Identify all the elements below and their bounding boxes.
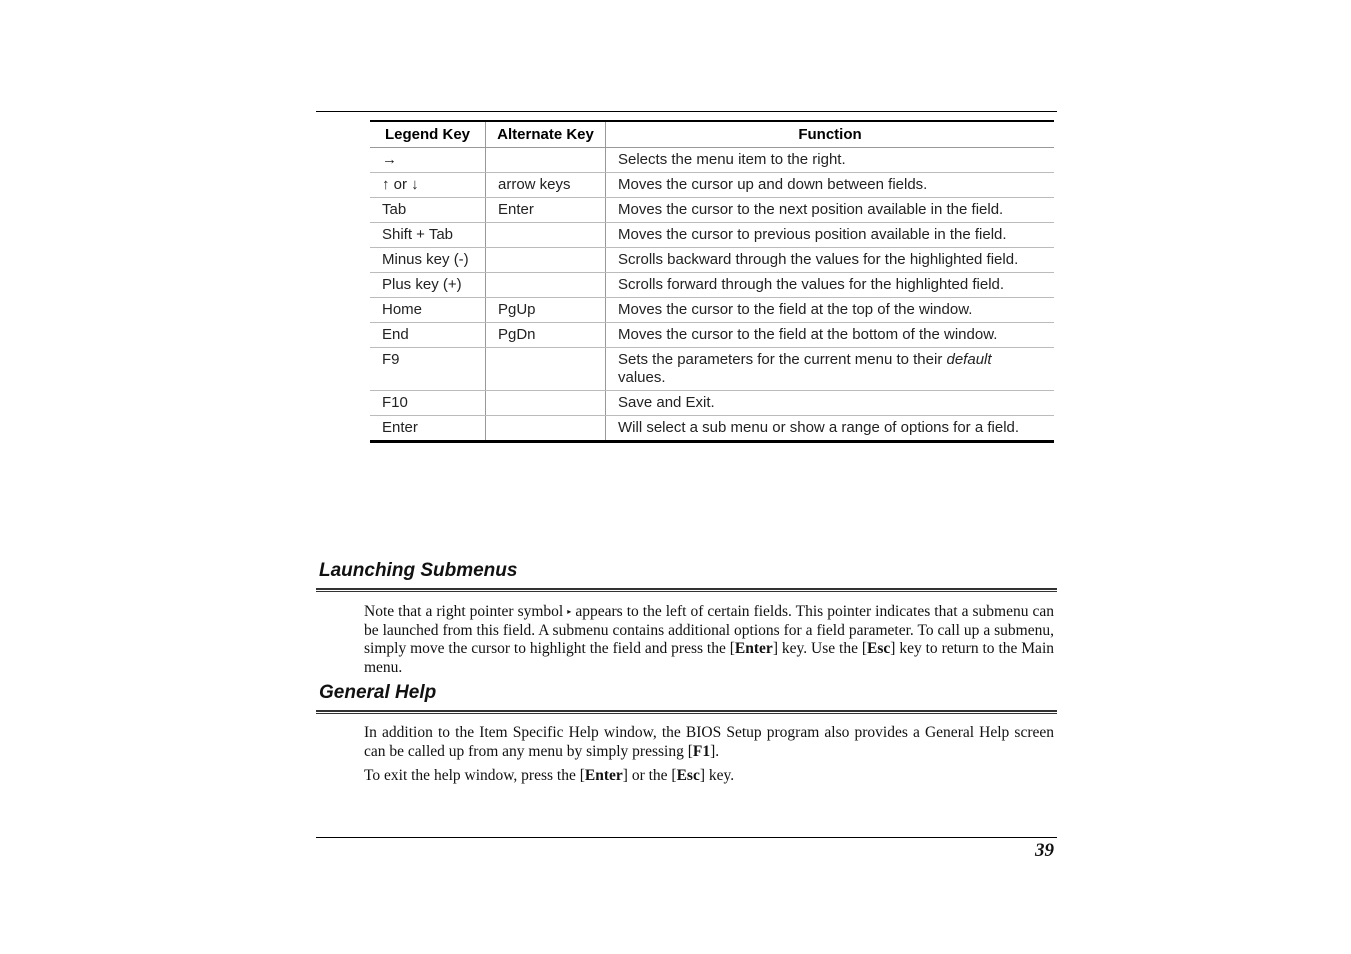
alternate-key-cell — [486, 416, 606, 442]
function-cell: Save and Exit. — [606, 391, 1055, 416]
table-row — [370, 323, 1054, 348]
legend-key-cell: ↑ or ↓ — [370, 173, 486, 198]
alternate-key-cell — [486, 148, 606, 173]
legend-key-cell: Tab — [370, 198, 486, 223]
legend-key-cell: Plus key (+) — [370, 273, 486, 298]
alternate-key-cell: PgUp — [486, 298, 606, 323]
section-rule — [316, 588, 1057, 592]
legend-key-cell: Enter — [382, 419, 418, 436]
paragraph-text: ] key to return to the Main menu. — [364, 640, 1054, 676]
paragraph-text: To exit the help window, press the [ — [364, 767, 585, 784]
alternate-key-cell — [486, 348, 606, 391]
exit-help-paragraph — [364, 767, 1054, 786]
function-cell: Selects the menu item to the right. — [606, 148, 1055, 173]
section-heading-general-help: General Help — [319, 682, 437, 703]
table-header-row — [370, 121, 1054, 148]
function-cell: Scrolls forward through the values for the highlighted field. — [606, 273, 1055, 298]
legend-key-cell: Shift + Tab — [370, 223, 486, 248]
alternate-key-cell — [486, 391, 606, 416]
paragraph-text: ] or the [ — [622, 767, 677, 784]
section-rule — [316, 710, 1057, 714]
table-row — [370, 198, 1054, 223]
paragraph-text: ] key. Use the [ — [772, 640, 868, 658]
alternate-key-cell: arrow keys — [486, 173, 606, 198]
table-row — [370, 273, 1054, 298]
table-row — [370, 298, 1054, 323]
legend-key-cell: → — [370, 148, 486, 173]
legend-key-cell: F9 — [370, 348, 486, 391]
function-cell — [606, 348, 1055, 391]
table-row — [370, 248, 1054, 273]
legend-key-cell: F10 — [370, 391, 486, 416]
f1-key-label: F1 — [692, 742, 711, 760]
function-cell: Moves the cursor to the field at the top of the window. — [606, 298, 1055, 323]
table-row — [370, 223, 1054, 248]
paragraph-text: appears to the left of certain fields. This pointer indicates that a submenu can be launched from this field. A submenu contains additional options for a field parameter. To call up a submenu, simply move the cursor to highlight the field and press the [ — [364, 603, 1054, 658]
enter-key-label: Enter — [734, 640, 773, 658]
general-help-paragraph — [364, 724, 1054, 761]
alternate-key-cell — [486, 223, 606, 248]
paragraph-text: In addition to the Item Specific Help window, the BIOS Setup program also provides a General Help screen can be called up from any menu by simply pressing [ — [364, 724, 1054, 760]
function-cell: Will select a sub menu or show a range of options for a field. — [606, 416, 1055, 442]
enter-key-label: Enter — [584, 767, 623, 784]
function-cell: Moves the cursor to previous position available in the field. — [606, 223, 1055, 248]
table-row — [370, 148, 1054, 173]
header-legend-key: Legend Key — [370, 121, 486, 148]
function-emphasis: default — [946, 351, 992, 368]
alternate-key-cell — [486, 248, 606, 273]
table-row — [370, 416, 1054, 442]
paragraph-text: Note that a right pointer symbol — [364, 603, 568, 620]
launching-submenus-paragraph — [364, 603, 1054, 677]
legend-key-cell: Home — [370, 298, 486, 323]
paragraph-text: ] key. — [699, 767, 735, 784]
header-function: Function — [606, 121, 1055, 148]
footer-rule — [316, 837, 1057, 838]
esc-key-label: Esc — [676, 767, 700, 784]
function-cell: Moves the cursor to the next position available in the field. — [606, 198, 1055, 223]
function-text: values. — [618, 369, 666, 386]
alternate-key-cell: Enter — [486, 198, 606, 223]
esc-key-label: Esc — [867, 640, 891, 658]
table-row — [370, 173, 1054, 198]
legend-key-cell: End — [370, 323, 486, 348]
paragraph-text: ]. — [710, 742, 720, 760]
right-pointer-icon: ▸ — [567, 607, 572, 617]
legend-key-cell: Minus key (-) — [370, 248, 486, 273]
alternate-key-cell — [486, 273, 606, 298]
function-cell: Moves the cursor to the field at the bottom of the window. — [606, 323, 1055, 348]
table-row — [370, 391, 1054, 416]
function-cell: Scrolls backward through the values for the highlighted field. — [606, 248, 1055, 273]
header-alternate-key: Alternate Key — [486, 121, 606, 148]
header-rule — [316, 111, 1057, 112]
section-heading-launching-submenus: Launching Submenus — [319, 560, 518, 581]
function-cell: Moves the cursor up and down between fields. — [606, 173, 1055, 198]
table-row — [370, 348, 1054, 391]
alternate-key-cell: PgDn — [486, 323, 606, 348]
function-text: Sets the parameters for the current menu to their — [618, 351, 947, 368]
page-number: 39 — [1035, 840, 1054, 861]
key-legend-table — [370, 120, 1054, 443]
